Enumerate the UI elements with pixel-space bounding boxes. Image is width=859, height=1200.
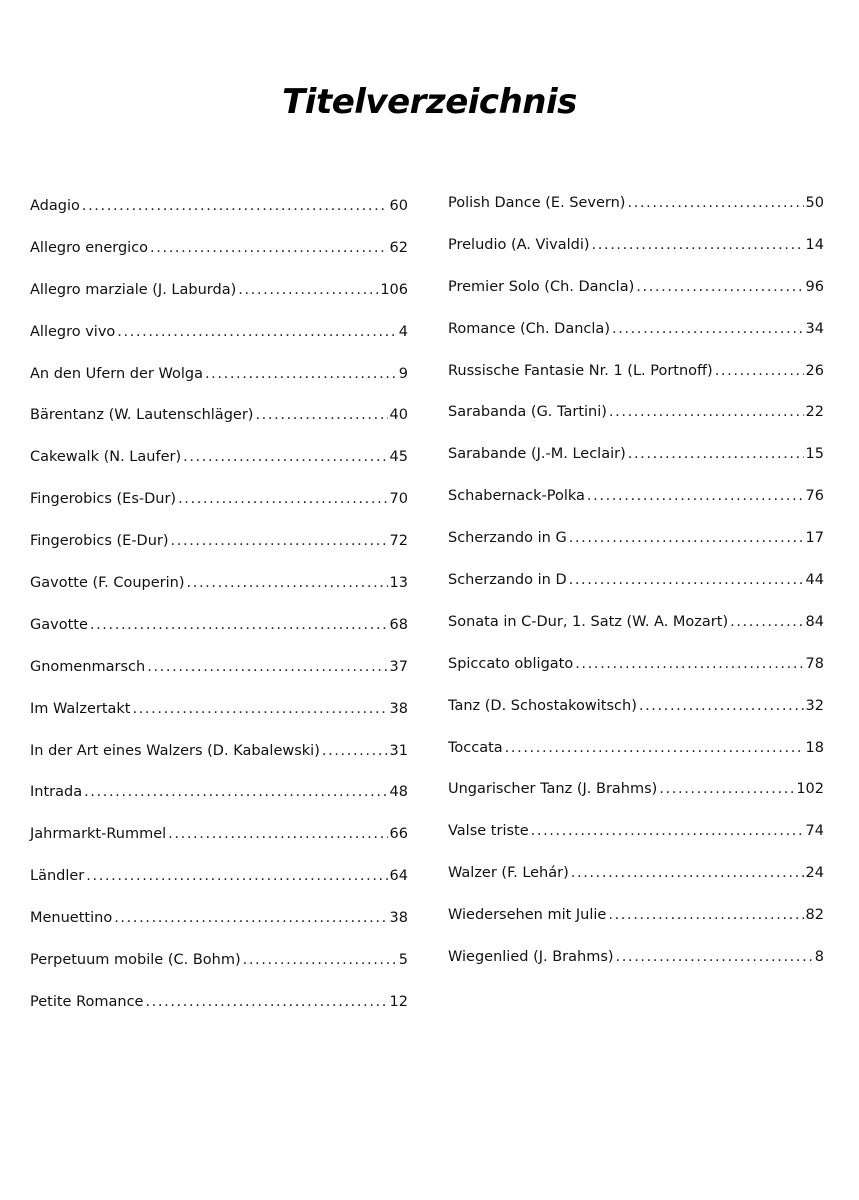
dot-leader: [715, 361, 804, 381]
toc-entry-page-number: 40: [389, 407, 408, 424]
toc-entry-title: Petite Romance: [30, 993, 144, 1010]
toc-entry-title: Walzer (F. Lehár): [448, 865, 569, 882]
toc-entry-page-number: 76: [805, 488, 824, 505]
toc-entry-title: An den Ufern der Wolga: [30, 365, 203, 382]
dot-leader: [82, 196, 388, 216]
toc-entry: [30, 741, 408, 783]
toc-entry: [30, 657, 408, 699]
dot-leader: [84, 782, 387, 802]
toc-entry: [448, 235, 824, 277]
toc-entry-title: Valse triste: [448, 823, 529, 840]
toc-entry-page-number: 96: [805, 278, 824, 295]
toc-entry-title: Wiedersehen mit Julie: [448, 907, 607, 924]
toc-entry: [448, 863, 824, 905]
toc-entry-title: Bärentanz (W. Lautenschläger): [30, 407, 254, 424]
toc-entry: [30, 238, 408, 280]
toc-entry-title: Im Walzertakt: [30, 700, 131, 717]
toc-entry-title: Adagio: [30, 198, 80, 214]
toc-entry-title: Sarabanda (G. Tartini): [448, 404, 607, 421]
toc-entry-page-number: 15: [805, 446, 824, 463]
toc-entry-page-number: 60: [389, 198, 408, 214]
toc-entry-title: Fingerobics (E-Dur): [30, 533, 169, 550]
toc-entry: [448, 654, 824, 696]
toc-entry-title: Scherzando in D: [448, 572, 567, 589]
dot-leader: [145, 992, 387, 1012]
toc-entry: [448, 779, 824, 821]
toc-entry-page-number: 4: [398, 323, 408, 340]
toc-entry-page-number: 24: [805, 865, 824, 882]
toc-entry-page-number: 26: [805, 362, 824, 379]
toc-entry-page-number: 102: [796, 781, 824, 798]
toc-entry: [30, 364, 408, 406]
toc-entry: [30, 322, 408, 364]
toc-entry: [30, 573, 408, 615]
toc-entry-title: Toccata: [448, 739, 503, 756]
toc-entry-page-number: 50: [805, 195, 824, 211]
toc-entry-page-number: 17: [805, 530, 824, 547]
dot-leader: [178, 489, 387, 509]
toc-entry-page-number: 82: [805, 907, 824, 924]
toc-entry-title: Jahrmarkt-Rummel: [30, 826, 167, 843]
toc-entry-page-number: 8: [814, 949, 824, 966]
toc-entry-title: Wiegenlied (J. Brahms): [448, 949, 614, 966]
toc-entry-page-number: 44: [805, 572, 824, 589]
toc-entry-page-number: 106: [380, 281, 408, 298]
toc-entry-page-number: 13: [389, 575, 408, 592]
toc-entry: [448, 612, 824, 654]
toc-entry: [30, 866, 408, 908]
toc-entry-title: Gavotte: [30, 616, 88, 633]
toc-entry-page-number: 72: [389, 533, 408, 550]
toc-entry-page-number: 38: [389, 700, 408, 717]
toc-entry: [30, 950, 408, 992]
toc-entry-page-number: 68: [389, 616, 408, 633]
toc-entry-title: Cakewalk (N. Laufer): [30, 449, 182, 466]
toc-entry: [448, 361, 824, 403]
toc-entry-page-number: 45: [389, 449, 408, 466]
toc-entry-title: Romance (Ch. Dancla): [448, 320, 610, 337]
toc-entry-page-number: 38: [389, 910, 408, 927]
toc-entry: [30, 908, 408, 950]
toc-entry-title: Allegro marziale (J. Laburda): [30, 281, 237, 298]
toc-entry-title: Scherzando in G: [448, 530, 567, 547]
toc-entry-title: Ländler: [30, 868, 85, 885]
dot-leader: [183, 447, 387, 467]
dot-leader: [150, 238, 388, 258]
dot-leader: [505, 738, 804, 758]
toc-entry: [30, 824, 408, 866]
toc-entry-page-number: 31: [389, 742, 408, 759]
toc-entry: [448, 444, 824, 486]
toc-entry: [30, 489, 408, 531]
dot-leader: [569, 570, 804, 590]
dot-leader: [608, 905, 803, 925]
dot-leader: [255, 405, 387, 425]
toc-entry: [448, 905, 824, 947]
dot-leader: [592, 235, 804, 255]
dot-leader: [86, 866, 387, 886]
page-title: Titelverzeichnis: [282, 82, 577, 122]
toc-entry-title: Gavotte (F. Couperin): [30, 575, 185, 592]
toc-entry-title: In der Art eines Walzers (D. Kabalewski): [30, 742, 320, 759]
dot-leader: [659, 779, 794, 799]
dot-leader: [571, 863, 804, 883]
toc-entry-page-number: 64: [389, 868, 408, 885]
dot-leader: [168, 824, 387, 844]
toc-entry-title: Sonata in C-Dur, 1. Satz (W. A. Mozart): [448, 613, 729, 630]
toc-entry-page-number: 78: [805, 655, 824, 672]
dot-leader: [243, 950, 397, 970]
toc-entry-title: Russische Fantasie Nr. 1 (L. Portnoff): [448, 362, 713, 379]
toc-entry-title: Premier Solo (Ch. Dancla): [448, 278, 635, 295]
toc-entry-title: Ungarischer Tanz (J. Brahms): [448, 781, 658, 798]
toc-column-right: [448, 193, 824, 989]
toc-entry-title: Perpetuum mobile (C. Bohm): [30, 952, 241, 969]
dot-leader: [587, 486, 804, 506]
dot-leader: [575, 654, 803, 674]
toc-entry: [448, 528, 824, 570]
toc-entry: [448, 277, 824, 319]
toc-entry: [30, 615, 408, 657]
toc-entry: [448, 738, 824, 780]
toc-entry: [30, 531, 408, 573]
dot-leader: [187, 573, 388, 593]
toc-entry-page-number: 48: [389, 784, 408, 801]
toc-entry-title: Intrada: [30, 784, 83, 801]
dot-leader: [636, 277, 803, 297]
toc-entry: [448, 821, 824, 863]
toc-entry: [30, 196, 408, 238]
toc-entry-page-number: 22: [805, 404, 824, 421]
dot-leader: [322, 741, 388, 761]
toc-entry-page-number: 62: [389, 239, 408, 256]
dot-leader: [616, 947, 813, 967]
toc-entry: [30, 447, 408, 489]
toc-column-left: [30, 196, 408, 1034]
toc-entry: [448, 696, 824, 738]
toc-entry: [448, 570, 824, 612]
toc-entry-page-number: 37: [389, 658, 408, 675]
dot-leader: [531, 821, 804, 841]
toc-entry: [30, 699, 408, 741]
toc-entry: [448, 319, 824, 361]
toc-entry-page-number: 5: [398, 952, 408, 969]
dot-leader: [238, 280, 378, 300]
dot-leader: [147, 657, 387, 677]
dot-leader: [569, 528, 804, 548]
toc-entry-title: Allegro vivo: [30, 323, 116, 340]
toc-entry-title: Gnomenmarsch: [30, 658, 146, 675]
dot-leader: [114, 908, 387, 928]
toc-entry: [30, 280, 408, 322]
toc-entry-page-number: 34: [805, 320, 824, 337]
toc-entry: [448, 486, 824, 528]
toc-entry-page-number: 66: [389, 826, 408, 843]
toc-entry: [448, 193, 824, 235]
toc-entry-title: Schabernack-Polka: [448, 488, 585, 505]
dot-leader: [117, 322, 396, 342]
dot-leader: [612, 319, 804, 339]
toc-entry-page-number: 84: [805, 613, 824, 630]
toc-entry-page-number: 9: [398, 365, 408, 382]
toc-entry-title: Sarabande (J.-M. Leclair): [448, 446, 626, 463]
toc-entry: [448, 402, 824, 444]
toc-entry-page-number: 74: [805, 823, 824, 840]
dot-leader: [90, 615, 388, 635]
toc-entry-page-number: 32: [805, 697, 824, 714]
dot-leader: [628, 444, 804, 464]
toc-entry-title: Menuettino: [30, 910, 113, 927]
dot-leader: [132, 699, 387, 719]
toc-entry-title: Spiccato obligato: [448, 655, 574, 672]
toc-entry: [30, 405, 408, 447]
dot-leader: [627, 193, 803, 213]
toc-entry-page-number: 70: [389, 491, 408, 508]
toc-entry-page-number: 14: [805, 236, 824, 253]
toc-entry-page-number: 18: [805, 739, 824, 756]
toc-entry-title: Fingerobics (Es-Dur): [30, 491, 177, 508]
toc-entry-title: Polish Dance (E. Severn): [448, 195, 626, 211]
toc-entry-title: Tanz (D. Schostakowitsch): [448, 697, 637, 714]
dot-leader: [205, 364, 397, 384]
toc-entry-title: Preludio (A. Vivaldi): [448, 236, 590, 253]
toc-entry: [448, 947, 824, 989]
toc-entry: [30, 992, 408, 1034]
toc-entry-page-number: 12: [389, 993, 408, 1010]
dot-leader: [609, 402, 804, 422]
dot-leader: [730, 612, 803, 632]
toc-entry-title: Allegro energico: [30, 239, 149, 256]
toc-entry: [30, 782, 408, 824]
dot-leader: [171, 531, 388, 551]
dot-leader: [639, 696, 804, 716]
